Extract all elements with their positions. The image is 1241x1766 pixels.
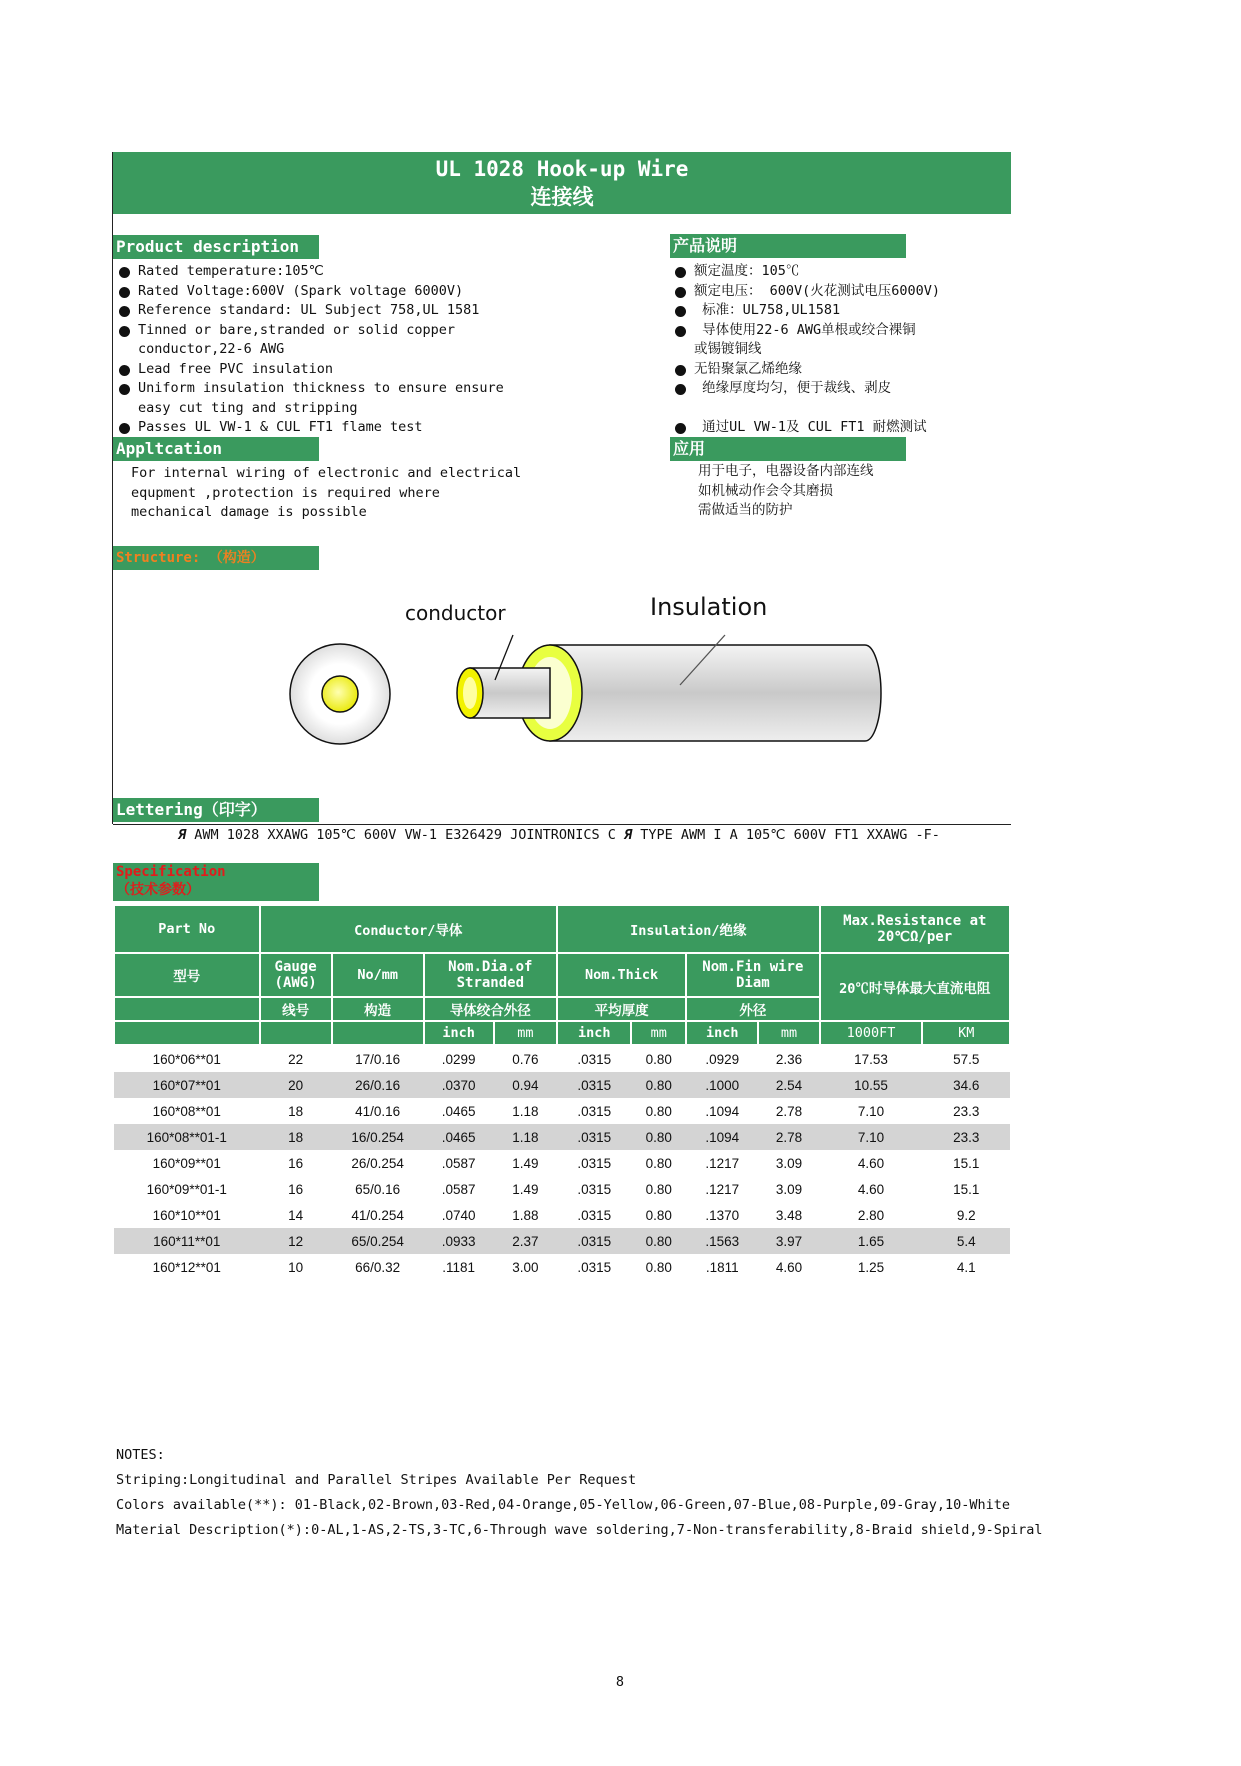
table-cell: 4.60 (857, 1155, 885, 1171)
table-cell: 0.80 (645, 1103, 672, 1119)
product-description-cn-heading: 产品说明 (670, 234, 906, 258)
structure-heading-en: Structure: (116, 550, 201, 566)
table-cell: 2.36 (775, 1051, 803, 1067)
col-header-inch: inch (424, 1021, 494, 1045)
table-cell: .1563 (686, 1228, 758, 1254)
table-row (114, 1124, 1010, 1150)
table-cell: .0315 (577, 1259, 612, 1275)
table-cell: 2.78 (775, 1103, 803, 1119)
table-cell: 1.65 (820, 1228, 923, 1254)
table-cell: .1181 (442, 1259, 475, 1275)
table-cell: 160*09**01-1 (146, 1181, 227, 1197)
col-header-inch: inch (686, 1021, 758, 1045)
lettering-text (178, 826, 940, 846)
table-row (114, 1176, 1010, 1202)
notes-title: NOTES: (116, 1447, 165, 1463)
table-cell: .0929 (705, 1051, 740, 1067)
table-cell: 16 (288, 1155, 304, 1171)
table-cell: 20 (260, 1072, 332, 1098)
table-cell: .0933 (424, 1228, 494, 1254)
title-en: UL 1028 Hook-up Wire (435, 157, 689, 181)
table-cell: 3.00 (512, 1259, 539, 1275)
table-cell: 7.10 (820, 1124, 923, 1150)
table-cell: 41/0.254 (351, 1207, 404, 1223)
table-cell: .1811 (705, 1259, 739, 1275)
list-item: Rated temperature:105℃ (116, 262, 656, 282)
product-description-cn-list (672, 262, 1002, 437)
col-header-mm: mm (631, 1021, 686, 1045)
notes-line: Colors available(**): 01-Black,02-Brown,03-Red,04-Orange,05-Yellow,06-Green,07-Blue,08-Purple,09-Gray,10-White (116, 1497, 1011, 1513)
table-cell: 160*09**01 (152, 1155, 221, 1171)
application-text: For internal wiring of electronic and electrical equpment ,protection is required where mechanical damage is possible (131, 465, 522, 520)
table-cell: 14 (288, 1207, 304, 1223)
table-row (114, 1045, 1010, 1072)
col-header-no-mm: No/mm (332, 953, 424, 997)
list-item: 导体使用22-6 AWG单根或绞合裸铜 或锡镀铜线 (672, 321, 1002, 360)
table-cell: 160*10**01 (152, 1207, 221, 1223)
table-row (114, 1228, 1010, 1254)
table-cell: 0.80 (631, 1228, 686, 1254)
cross-section (290, 644, 390, 744)
table-cell: .1370 (705, 1207, 740, 1223)
table-cell: .0315 (557, 1072, 631, 1098)
table-cell: 16 (288, 1181, 304, 1197)
table-cell: 1.25 (857, 1259, 885, 1275)
table-cell: 160*12**01 (152, 1259, 221, 1275)
table-cell: 3.97 (758, 1228, 819, 1254)
table-cell: .0315 (577, 1207, 612, 1223)
table-row (114, 1254, 1010, 1280)
specification-heading (113, 863, 319, 901)
application-cn-text: 用于电子，电器设备内部连线 如机械动作会令其磨损 需做适当的防护 (698, 463, 874, 518)
table-cell: 0.80 (645, 1207, 672, 1223)
wire-structure-diagram (280, 590, 920, 790)
col-header-mm: mm (494, 1021, 557, 1045)
table-cell: .0465 (424, 1124, 494, 1150)
col-header-nom-thick: Nom.Thick (557, 953, 686, 997)
application-cn-heading: 应用 (670, 437, 906, 461)
table-row (114, 1202, 1010, 1228)
col-header-mm: mm (758, 1021, 819, 1045)
col-header-inch: inch (557, 1021, 631, 1045)
table-cell: .1217 (705, 1155, 740, 1171)
table-cell: .0315 (577, 1103, 612, 1119)
table-cell: 18 (288, 1103, 304, 1119)
table-cell: .0740 (441, 1207, 476, 1223)
col-header-nom-fin: Nom.Fin wire Diam (686, 953, 819, 997)
table-cell: 15.1 (953, 1181, 980, 1197)
table-cell: 9.2 (956, 1207, 976, 1223)
table-cell: .1217 (705, 1181, 740, 1197)
table-cell: 26/0.254 (351, 1155, 404, 1171)
col-header-conductor: Conductor/导体 (260, 905, 558, 953)
notes (116, 1443, 1043, 1543)
table-cell: 7.10 (857, 1103, 885, 1119)
table-cell: .0587 (441, 1155, 476, 1171)
insulation-label: Insulation (650, 593, 768, 621)
table-cell: 3.09 (775, 1155, 803, 1171)
table-cell: 0.80 (631, 1072, 686, 1098)
specification-heading-en: Specification (116, 864, 226, 880)
col-header-nom-dia-cn: 导体绞合外径 (424, 997, 557, 1021)
table-cell: 10.55 (820, 1072, 923, 1098)
table-cell: 4.60 (857, 1181, 885, 1197)
table-cell: 0.80 (645, 1259, 672, 1275)
col-header-blank (260, 1021, 332, 1045)
table-cell: .0315 (577, 1051, 612, 1067)
table-cell: .0315 (557, 1228, 631, 1254)
table-cell: .0465 (441, 1103, 476, 1119)
ul-mark: Я (623, 827, 633, 843)
table-cell: 23.3 (953, 1103, 980, 1119)
list-item: 额定电压： 600V(火花测试电压6000V) (672, 282, 1002, 302)
list-item: Tinned or bare,stranded or solid copper conductor,22-6 AWG (116, 321, 656, 360)
table-cell: 160*08**01-1 (114, 1124, 260, 1150)
table-row (114, 1072, 1010, 1098)
col-header-1000ft: 1000FT (820, 1021, 923, 1045)
col-header-gauge: Gauge (AWG) (260, 953, 332, 997)
list-item: 额定温度：105℃ (672, 262, 1002, 282)
table-cell: 5.4 (922, 1228, 1010, 1254)
list-item: Uniform insulation thickness to ensure ensure easy cut ting and stripping (116, 379, 656, 418)
list-item: Reference standard: UL Subject 758,UL 1581 (116, 301, 656, 321)
table-cell: 65/0.16 (355, 1181, 401, 1197)
structure-heading (113, 546, 319, 570)
col-header-no-mm-cn: 构造 (332, 997, 424, 1021)
table-cell: 57.5 (953, 1051, 980, 1067)
product-description-list (116, 262, 656, 438)
side-view (457, 635, 881, 741)
specification-heading-cn: （技术参数） (116, 882, 200, 898)
page-number: 8 (615, 1674, 625, 1690)
lettering-heading: Lettering（印字） (113, 798, 319, 822)
col-header-max-resistance-cn: 20℃时导体最大直流电阻 (820, 953, 1010, 1021)
table-cell: 1.18 (512, 1103, 539, 1119)
table-cell: .0370 (424, 1072, 494, 1098)
table-cell: .0315 (577, 1181, 612, 1197)
application-heading: Appltcation (113, 437, 319, 461)
list-item: Rated Voltage:600V (Spark voltage 6000V) (116, 282, 656, 302)
list-item: Lead free PVC insulation (116, 360, 656, 380)
table-cell: 17.53 (854, 1051, 888, 1067)
table-cell: 4.1 (956, 1259, 976, 1275)
table-cell: 12 (260, 1228, 332, 1254)
table-cell: 1.49 (512, 1155, 539, 1171)
table-cell: 160*08**01 (152, 1103, 221, 1119)
product-description-heading: Product description (113, 235, 319, 259)
table-cell: 1.88 (512, 1207, 539, 1223)
table-cell: .0587 (441, 1181, 476, 1197)
lettering-text-2: TYPE AWM I A 105℃ 600V FT1 XXAWG -F- (640, 827, 940, 843)
table-cell: 4.60 (775, 1259, 803, 1275)
col-header-nom-fin-cn: 外径 (686, 997, 819, 1021)
table-cell: 34.6 (922, 1072, 1010, 1098)
table-cell: 160*07**01 (114, 1072, 260, 1098)
lettering-text-1: AWM 1028 XXAWG 105℃ 600V VW-1 E326429 JOINTRONICS C (194, 827, 616, 843)
col-header-nom-thick-cn: 平均厚度 (557, 997, 686, 1021)
col-header-nom-dia: Nom.Dia.of Stranded (424, 953, 557, 997)
col-header-part-no-cn: 型号 (114, 953, 260, 997)
specification-table-body (114, 1045, 1010, 1280)
table-cell: 0.80 (645, 1155, 672, 1171)
list-item: Passes UL VW-1 & CUL FT1 flame test (116, 418, 656, 438)
table-cell: 17/0.16 (355, 1051, 401, 1067)
table-cell: 26/0.16 (332, 1072, 424, 1098)
table-cell: 65/0.254 (332, 1228, 424, 1254)
table-cell: 66/0.32 (355, 1259, 401, 1275)
list-item: 无铅聚氯乙烯绝缘 (672, 360, 1002, 380)
ul-mark: Я (178, 827, 187, 843)
col-header-blank (114, 1021, 260, 1045)
table-cell: 1.18 (494, 1124, 557, 1150)
table-cell: 16/0.254 (332, 1124, 424, 1150)
table-cell: .1094 (686, 1124, 758, 1150)
table-cell: 18 (260, 1124, 332, 1150)
col-header-km: KM (922, 1021, 1010, 1045)
table-cell: 0.94 (494, 1072, 557, 1098)
title-cn: 连接线 (530, 185, 594, 209)
table-cell: 0.80 (645, 1051, 672, 1067)
table-row (114, 1098, 1010, 1124)
table-cell: .1000 (686, 1072, 758, 1098)
lettering-rule (113, 824, 1011, 825)
table-cell: 160*11**01 (114, 1228, 260, 1254)
col-header-gauge-cn: 线号 (260, 997, 332, 1021)
table-cell: 2.78 (758, 1124, 819, 1150)
conductor-label: conductor (405, 601, 506, 625)
table-cell: 2.80 (857, 1207, 885, 1223)
table-cell: 0.76 (512, 1051, 539, 1067)
col-header-blank (332, 1021, 424, 1045)
table-cell: 0.80 (631, 1124, 686, 1150)
table-cell: 0.80 (645, 1181, 672, 1197)
table-cell: 23.3 (922, 1124, 1010, 1150)
table-cell: 3.48 (775, 1207, 803, 1223)
table-cell: 2.54 (758, 1072, 819, 1098)
table-cell: 160*06**01 (152, 1051, 221, 1067)
table-cell: .0315 (557, 1124, 631, 1150)
notes-line: Striping:Longitudinal and Parallel Stripes Available Per Request (116, 1472, 637, 1488)
col-header-insulation: Insulation/绝缘 (557, 905, 820, 953)
table-cell: 3.09 (775, 1181, 803, 1197)
structure-heading-cn: （构造） (208, 550, 265, 566)
table-cell: 2.37 (494, 1228, 557, 1254)
col-header-part-no: Part No (114, 905, 260, 953)
table-cell: 41/0.16 (355, 1103, 401, 1119)
table-cell: 15.1 (953, 1155, 980, 1171)
table-cell: 1.49 (512, 1181, 539, 1197)
specification-table (113, 904, 1011, 1280)
table-cell: .0299 (441, 1051, 476, 1067)
list-item: 标准：UL758,UL1581 (672, 301, 1002, 321)
table-cell: 10 (288, 1259, 304, 1275)
list-item: 绝缘厚度均匀，便于裁线、剥皮 (672, 379, 1002, 399)
table-cell: .1094 (705, 1103, 740, 1119)
list-item: 通过UL VW-1及 CUL FT1 耐燃测试 (672, 418, 1002, 438)
title-bar (113, 152, 1011, 214)
table-cell: 22 (288, 1051, 304, 1067)
table-cell: .0315 (577, 1155, 612, 1171)
table-row (114, 1150, 1010, 1176)
col-header-blank (114, 997, 260, 1021)
col-header-max-resistance: Max.Resistance at 20℃Ω/per (820, 905, 1010, 953)
notes-line: Material Description(*):0-AL,1-AS,2-TS,3-TC,6-Through wave soldering,7-Non-transferability,8-Braid shield,9-Spiral (116, 1522, 1043, 1538)
